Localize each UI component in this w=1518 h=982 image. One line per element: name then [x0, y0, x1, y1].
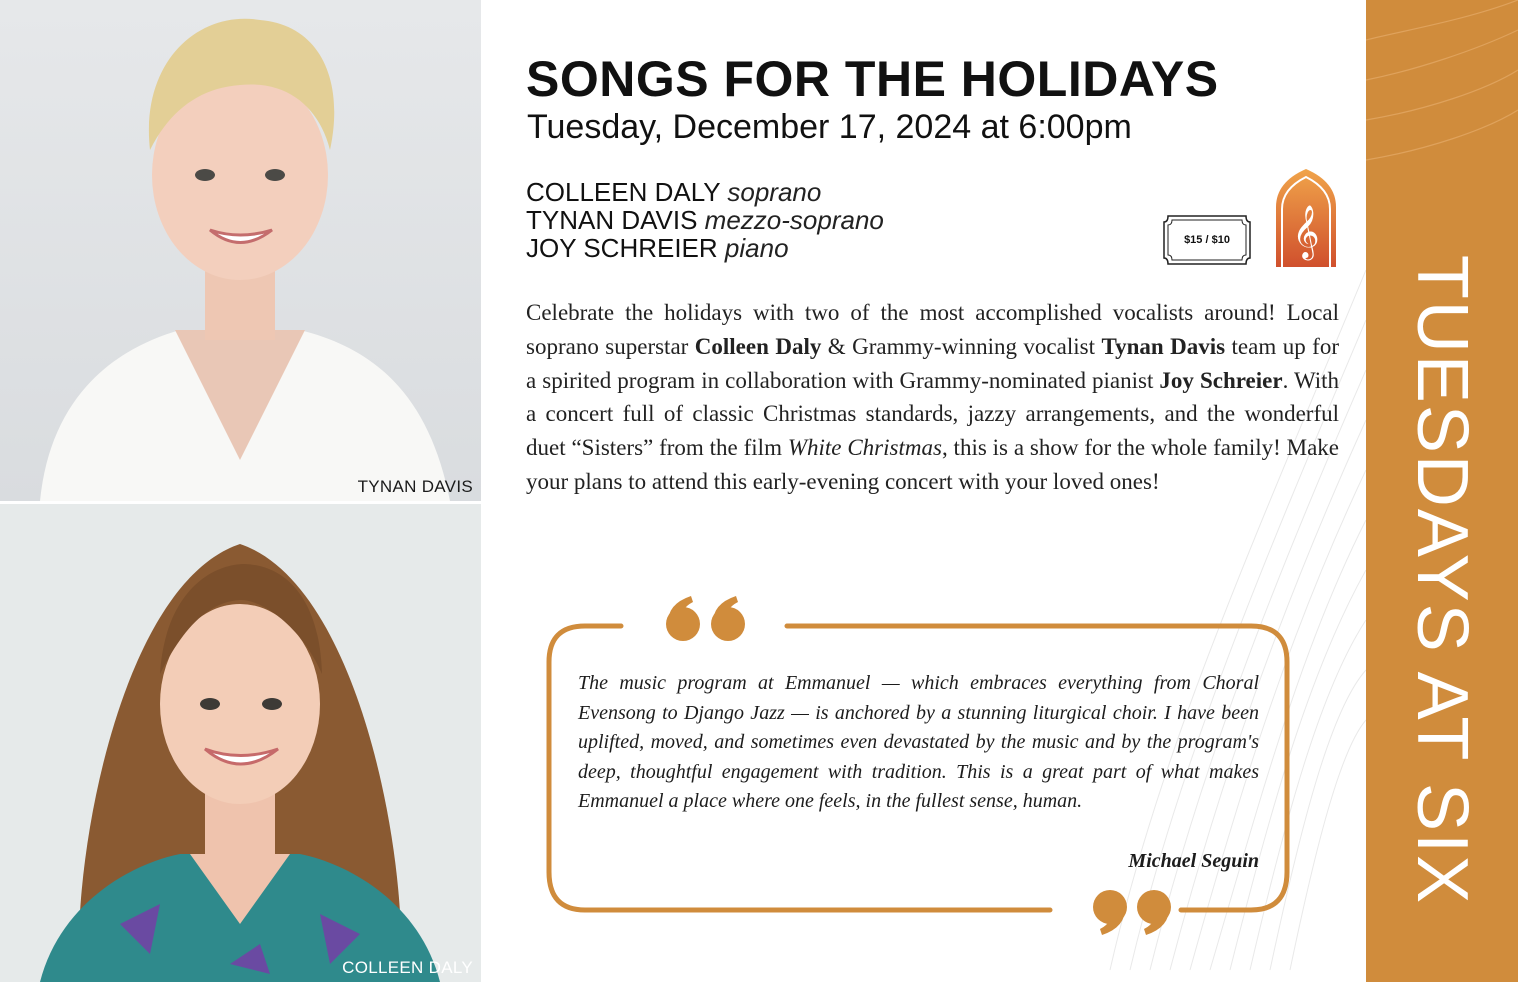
- treble-clef-logo-icon: [1274, 167, 1338, 267]
- tynan-davis-portrait-illustration: [0, 0, 481, 501]
- tynan-davis-photo: [0, 0, 481, 501]
- event-time: 6:00pm: [1018, 108, 1132, 146]
- open-quote-icon: [666, 596, 745, 641]
- performer-item: [526, 206, 884, 234]
- testimonial-quote: The music program at Emmanuel — which embraces everything from Choral Evensong to Django Jazz — is anchored by a stunning liturgical choir. I have been uplifted, moved, and sometimes even devastated by the music and by the program's deep, thoughtful engagement with tradition. This is a great part of what makes Emmanuel a place where one feels, in the fullest sense, human.: [578, 672, 1259, 813]
- performer-item: [526, 234, 884, 262]
- event-date: Tuesday, December 17, 2024: [527, 108, 972, 146]
- performer-role: mezzo-soprano: [704, 205, 884, 235]
- performer-name: COLLEEN DALY: [526, 177, 721, 207]
- performer-name: JOY SCHREIER: [526, 233, 718, 263]
- close-quote-icon: [1093, 890, 1171, 935]
- performer-role: soprano: [727, 177, 822, 207]
- event-description: Celebrate the holidays with two of the most accomplished vocalists around! Local soprano superstar Colleen Daly & Grammy-winning vocalist Tynan Davis team up for a spirited program in collaboration with Grammy-nominated pianist Joy Schreier. With a concert full of classic Christmas standards, jazzy arrangements, and the wonderful duet “Sisters” from the film White Christmas, this is a show for the whole family! Make your plans to attend this early-evening concert with your loved ones!: [526, 300, 1340, 494]
- performer-list: [526, 178, 884, 262]
- performer-name: TYNAN DAVIS: [526, 205, 698, 235]
- photo-caption-bottom: COLLEEN DALY: [342, 958, 473, 977]
- ticket-price: $15 / $10: [1184, 234, 1230, 246]
- highlight-name: Joy Schreier: [1159, 367, 1283, 393]
- photo-caption-top: TYNAN DAVIS: [357, 477, 473, 496]
- performer-role: piano: [724, 233, 789, 263]
- svg-text:𝄞: 𝄞: [1292, 204, 1320, 258]
- performer-item: [526, 178, 884, 206]
- series-title: TUESDAYS AT SIX: [1402, 254, 1482, 906]
- highlight-name: Colleen Daly: [694, 333, 822, 359]
- highlight-name: Tynan Davis: [1101, 333, 1226, 359]
- film-title: White Christmas: [787, 435, 942, 461]
- event-at: at: [980, 108, 1009, 146]
- colleen-daly-photo: [0, 504, 481, 982]
- colleen-daly-portrait-illustration: [0, 504, 481, 982]
- ticket-price-badge: [1162, 214, 1252, 266]
- event-title: SONGS FOR THE HOLIDAYS: [526, 51, 1219, 107]
- event-date-line: [527, 108, 1132, 147]
- testimonial-author: Michael Seguin: [1128, 850, 1259, 872]
